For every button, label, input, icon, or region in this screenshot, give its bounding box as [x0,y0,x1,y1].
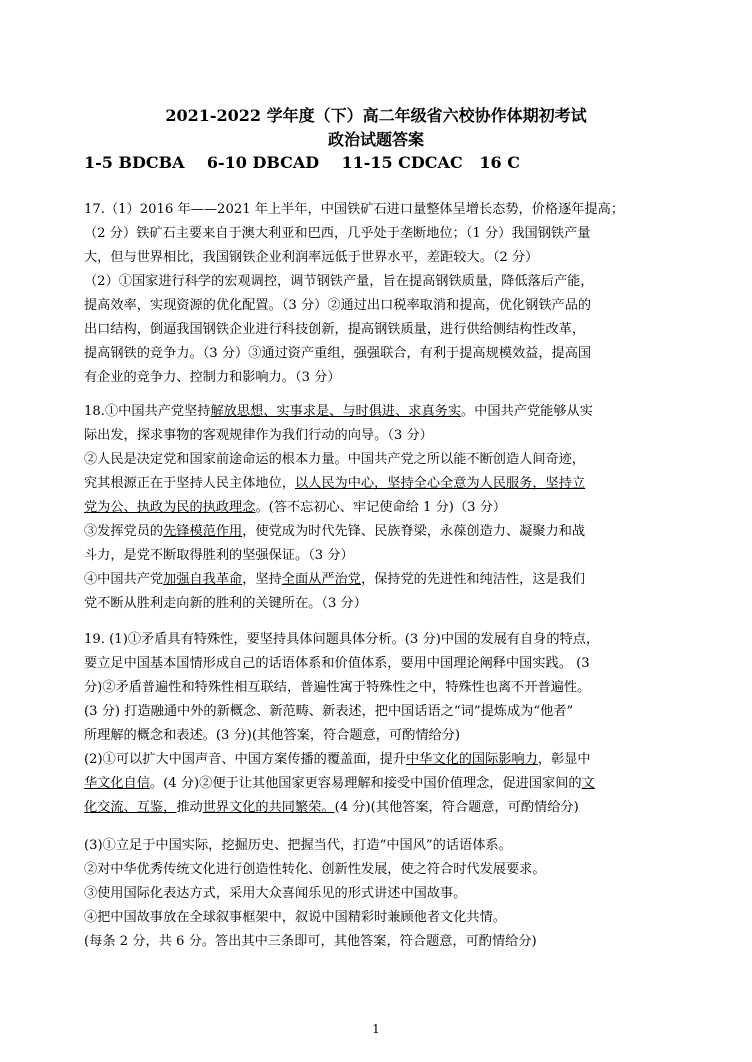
text-line: 际出发，探求事物的客观规律作为我们行动的向导。（3 分） [84,428,433,443]
text-line: (2)①可以扩大中国声音、中国方案传播的覆盖面，提升中华文化的国际影响力，彰显中 [84,752,591,767]
text-line: ④把中国故事放在全球叙事框架中，叙说中国精彩时兼顾他者文化共情。 [84,910,506,925]
underlined-keypoint: 华文化自信 [84,776,150,791]
text-line: (3)①立足于中国实际，挖掘历史、把握当代，打造“中国风”的话语体系。 [84,838,512,853]
question-19-answer [84,628,682,954]
text-line: 党不断从胜利走向新的胜利的关键所在。（3 分） [84,596,367,611]
answers-group-4: 16 C [479,153,520,172]
text-line: 19. (1)①矛盾具有特殊性，要坚持具体问题具体分析。(3 分)中国的发展有自身的特点， [84,632,600,647]
text-line: 提高效率，实现资源的优化配置。（3 分）②通过出口税率取消和提高，优化钢铁产品的 [84,298,592,313]
text-line: 提高钢铁的竞争力。（3 分）③通过资产重组，强强联合，有利于提高规模效益，提高国 [84,346,592,361]
question-17-answer [84,198,682,390]
text-line: （2 分）铁矿石主要来自于澳大利亚和巴西，几乎处于垄断地位；（1 分）我国钢铁产量 [84,226,591,241]
text-line: 化交流、互鉴，推动世界文化的共同繁荣。(4 分)(其他答案，符合题意，可酌情给分) [84,800,579,815]
text-line: 要立足中国基本国情形成自己的话语体系和价值体系，要用中国理论阐释中国实践。 (3 [84,656,590,671]
underlined-keypoint: 中华文化的国际影响力 [406,752,538,767]
underlined-keypoint: 党为公、执政为民的执政理念 [84,500,256,515]
text-line: ②对中华优秀传统文化进行创造性转化、创新性发展，使之符合时代发展要求。 [84,862,546,877]
answers-group-3: 11-15 CDCAC [341,153,463,172]
paragraph-gap [84,820,682,834]
multiple-choice-answers [84,153,684,173]
text-line: 17.（1）2016 年——2021 年上半年，中国铁矿石进口量整体呈增长态势，价格逐年提高； [84,202,625,217]
underlined-keypoint: 文 [581,776,595,791]
underlined-keypoint: 解放思想、实事求是、与时俱进、求真务实 [210,404,462,419]
text-line: ④中国共产党加强自我革命，坚持全面从严治党，保持党的先进性和纯洁性，这是我们 [84,572,586,587]
text-line: (3 分) 打造融通中外的新概念、新范畴、新表述，把中国话语之“词”提炼成为“他者” [84,704,574,719]
page-subtitle: 政治试题答案 [327,130,424,149]
text-line: 18.①中国共产党坚持解放思想、实事求是、与时俱进、求真务实。中国共产党能够从实 [84,404,593,419]
underlined-keypoint: 加强自我革命 [163,572,243,587]
underlined-keypoint: 化交流、互鉴， [84,800,177,815]
text-line: ③使用国际化表达方式，采用大众喜闻乐见的形式讲述中国故事。 [84,886,467,901]
answers-group-2: 6-10 DBCAD [206,153,320,172]
text-line: 出口结构，倒逼我国钢铁企业进行科技创新，提高钢铁质量，进行供给侧结构性改革， [84,322,586,337]
answers-group-1: 1-5 BDCBA [84,153,185,172]
underlined-keypoint: 先锋模范作用 [163,524,243,539]
underlined-keypoint: 以人民为中心，坚持全心全意为人民服务，坚持立 [295,476,586,491]
page-number: 1 [372,1022,380,1036]
text-line: (每条 2 分，共 6 分。答出其中三条即可，其他答案，符合题意，可酌情给分) [84,934,537,949]
text-line: 究其根源正在于坚持人民主体地位，以人民为中心，坚持全心全意为人民服务，坚持立 [84,476,586,491]
text-line: 党为公、执政为民的执政理念。(答不忘初心、牢记使命给 1 分)（3 分） [84,500,507,515]
underlined-keypoint: 世界文化的共同繁荣。 [202,800,335,815]
page-title: 2021-2022 学年度（下）高二年级省六校协作体期初考试 [165,106,587,125]
text-line: （2）①国家进行科学的宏观调控，调节钢铁产量，旨在提高钢铁质量，降低落后产能， [84,274,594,289]
question-18-answer [84,400,682,616]
text-line: ②人民是决定党和国家前途命运的根本力量。中国共产党之所以能不断创造人间奇迹， [84,452,586,467]
text-line: 大，但与世界相比，我国钢铁企业利润率远低于世界水平，差距较大。（2 分） [84,250,539,265]
text-line: 所理解的概念和表述。(3 分)(其他答案，符合题意，可酌情给分) [84,728,461,743]
text-line: ③发挥党员的先锋模范作用，使党成为时代先锋、民族脊梁，永葆创造力、凝聚力和战 [84,524,586,539]
text-line: 斗力，是党不断取得胜利的坚强保证。（3 分） [84,548,354,563]
text-line: 华文化自信。(4 分)②便于让其他国家更容易理解和接受中国价值理念，促进国家间的文 [84,776,595,791]
text-line: 分)②矛盾普遍性和特殊性相互联结，普遍性寓于特殊性之中，特殊性也离不开普遍性。 [84,680,591,695]
text-line: 有企业的竞争力、控制力和影响力。（3 分） [84,370,341,385]
underlined-keypoint: 全面从严治党 [281,572,361,587]
